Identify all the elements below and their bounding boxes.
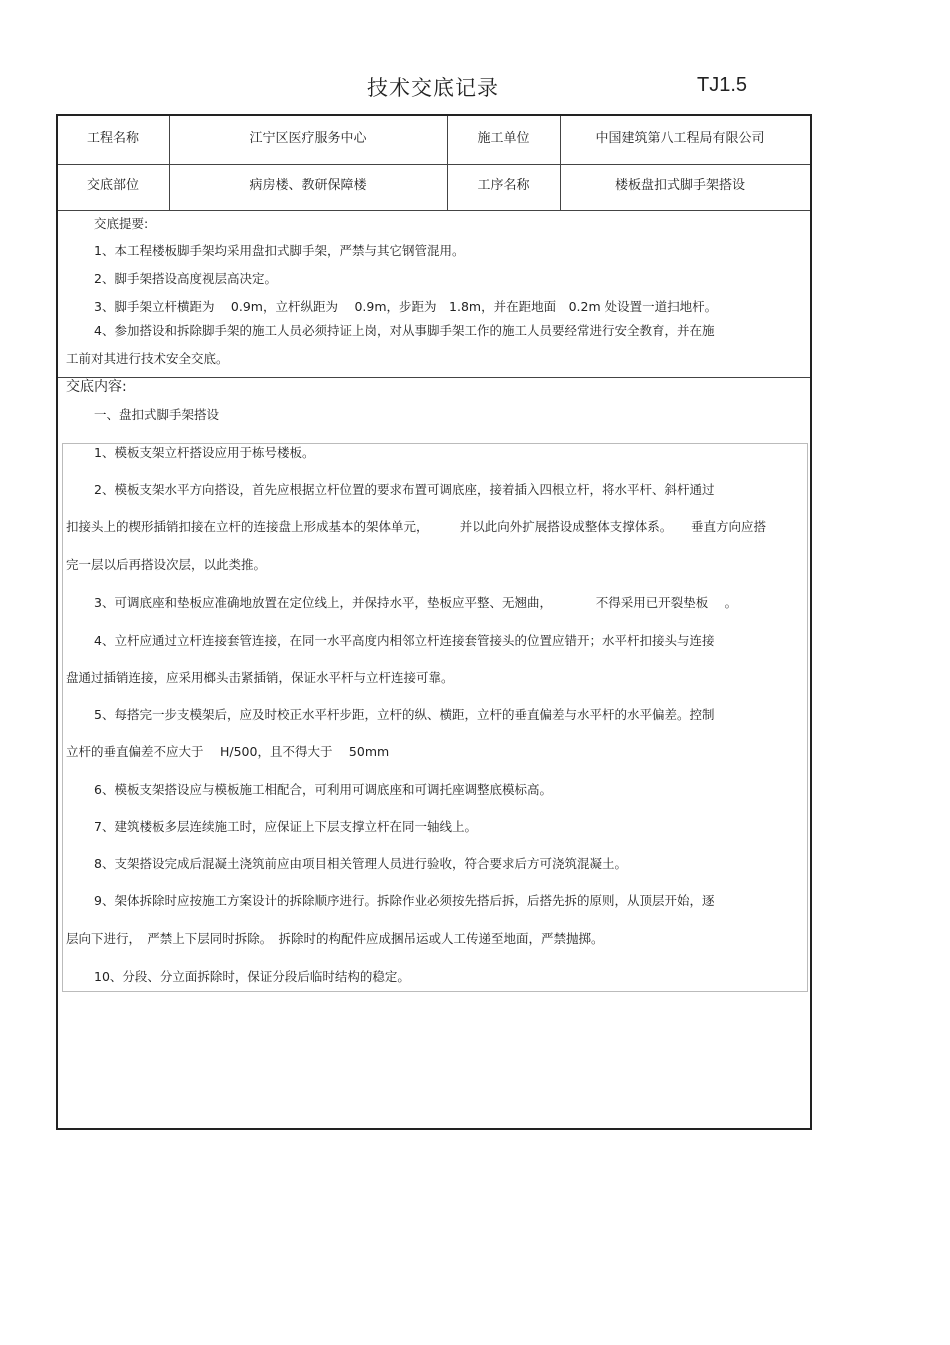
summary-line: 1、本工程楼板脚手架均采用盘扣式脚手架，严禁与其它钢管混用。 <box>94 243 465 258</box>
summary-heading: 交底提要: <box>94 216 149 231</box>
content-line: 3、可调底座和垫板应准确地放置在定位线上，并保持水平，垫板应平整、无翘曲， 不得采用已开裂垫板 。 <box>94 595 738 610</box>
content-line: 盘通过插销连接，应采用榔头击紧插销，保证水平杆与立杆连接可靠。 <box>66 670 454 685</box>
content-line: 7、建筑楼板多层连续施工时，应保证上下层支撑立杆在同一轴线上。 <box>94 819 477 834</box>
content-line: 扣接头上的楔形插销扣接在立杆的连接盘上形成基本的架体单元， 并以此向外扩展搭设成整体支撑体系。 垂直方向应搭 <box>66 519 767 534</box>
content-line: 8、支架搭设完成后混凝土浇筑前应由项目相关管理人员进行验收，符合要求后方可浇筑混凝土。 <box>94 856 627 871</box>
row-divider <box>58 164 810 165</box>
row-divider <box>58 377 810 378</box>
content-line: 立杆的垂直偏差不应大于 H/500，且不得大于 50mm <box>66 744 390 759</box>
contractor-label: 施工单位 <box>477 131 530 146</box>
project-name-value: 江宁区医疗服务中心 <box>249 131 367 146</box>
location-value: 病房楼、教研保障楼 <box>249 178 367 193</box>
content-line: 2、模板支架水平方向搭设，首先应根据立杆位置的要求布置可调底座，接着插入四根立杆，将水平杆、斜杆通过 <box>94 482 715 497</box>
content-line: 6、模板支架搭设应与模板施工相配合，可利用可调底座和可调托座调整底模标高。 <box>94 782 552 797</box>
process-label: 工序名称 <box>477 178 530 193</box>
document-code: TJ1.5 <box>697 74 748 96</box>
content-line: 1、模板支架立杆搭设应用于栋号楼板。 <box>94 445 315 460</box>
content-heading: 交底内容: <box>66 379 127 395</box>
content-line: 10、分段、分立面拆除时，保证分段后临时结构的稳定。 <box>94 969 410 984</box>
document-title: 技术交底记录 <box>367 76 499 100</box>
content-line: 完一层以后再搭设次层，以此类推。 <box>66 557 267 572</box>
contractor-value: 中国建筑第八工程局有限公司 <box>595 131 765 146</box>
content-line: 9、架体拆除时应按施工方案设计的拆除顺序进行。拆除作业必须按先搭后拆，后搭先拆的原则，从顶层开始，逐 <box>94 893 715 908</box>
summary-line: 工前对其进行技术安全交底。 <box>66 351 229 366</box>
location-label: 交底部位 <box>86 178 139 193</box>
summary-line: 2、脚手架搭设高度视层高决定。 <box>94 271 277 286</box>
summary-line: 3、脚手架立杆横距为 0.9m，立杆纵距为 0.9m，步距为 1.8m，并在距地面 0.2m 处设置一道扫地杆。 <box>94 299 718 314</box>
content-line: 5、每搭完一步支模架后，应及时校正水平杆步距，立杆的纵、横距，立杆的垂直偏差与水平杆的水平偏差。控制 <box>94 707 715 722</box>
process-value: 楼板盘扣式脚手架搭设 <box>614 178 745 193</box>
content-line: 层向下进行， 严禁上下层同时拆除。 拆除时的构配件应成捆吊运或人工传递至地面，严禁抛掷。 <box>66 931 604 946</box>
section-title: 一、盘扣式脚手架搭设 <box>94 407 220 422</box>
row-divider <box>58 210 810 211</box>
summary-line: 4、参加搭设和拆除脚手架的施工人员必须持证上岗，对从事脚手架工作的施工人员要经常进行安全教育，并在施 <box>94 323 715 338</box>
project-name-label: 工程名称 <box>86 131 139 146</box>
content-line: 4、立杆应通过立杆连接套管连接，在同一水平高度内相邻立杆连接套管接头的位置应错开；水平杆扣接头与连接 <box>94 633 715 648</box>
